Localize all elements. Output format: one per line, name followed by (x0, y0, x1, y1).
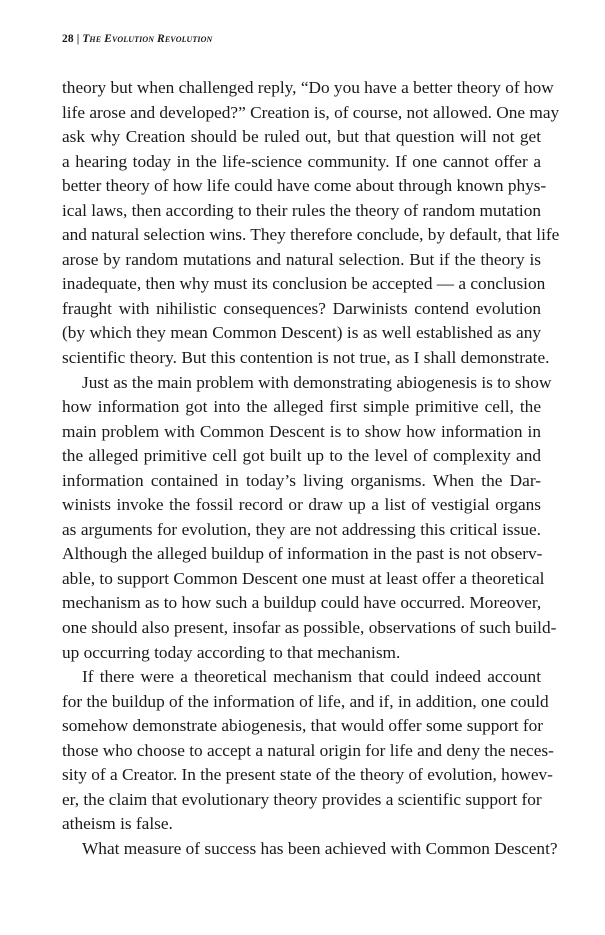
paragraph (62, 837, 558, 862)
text-line: for the buildup of the information of life, and if, in addition, one could (62, 691, 549, 711)
text-line: inadequate, then why must its conclusion be accepted — a conclusion (62, 274, 546, 294)
text-line: the alleged primitive cell got built up to the level of complexity and (62, 446, 541, 466)
text-line: atheism is false. (62, 814, 173, 834)
book-title: The Evolution Revolution (82, 33, 213, 45)
text-line: better theory of how life could have come about through known phys- (62, 176, 547, 196)
text-line: What measure of success has been achieved with Common Descent? (82, 838, 558, 858)
text-line: those who choose to accept a natural origin for life and deny the neces- (62, 740, 554, 760)
paragraph (62, 76, 560, 371)
text-line: If there were a theoretical mechanism that could indeed account (82, 667, 541, 687)
text-line: ical laws, then according to their rules the theory of random mutation (62, 200, 541, 220)
text-line: er, the claim that evolutionary theory provides a scientific support for (62, 789, 542, 809)
text-line: winists invoke the fossil record or draw up a list of vestigial organs (62, 495, 541, 515)
paragraph (62, 665, 554, 837)
text-line: somehow demonstrate abiogenesis, that would offer some support for (62, 716, 544, 736)
text-line: Although the alleged buildup of information in the past is not observ- (62, 544, 543, 564)
text-line: able, to support Common Descent one must at least offer a theoretical (62, 568, 545, 588)
header-separator: | (76, 33, 80, 45)
body-text (62, 76, 560, 862)
text-line: scientific theory. But this contention is not true, as I shall demonstrate. (62, 348, 550, 368)
text-line: as arguments for evolution, they are not addressing this critical issue. (62, 519, 541, 539)
text-line: arose by random mutations and natural selection. But if the theory is (62, 249, 541, 269)
text-line: one should also present, insofar as possible, observations of such build- (62, 618, 557, 638)
text-line: theory but when challenged reply, “Do you have a better theory of how (62, 78, 554, 97)
text-line: information contained in today’s living organisms. When the Dar- (62, 470, 541, 490)
text-line: and natural selection wins. They therefore conclude, by default, that life (62, 225, 560, 245)
text-line: a hearing today in the life-science community. If one cannot offer a (62, 151, 541, 171)
text-line: up occurring today according to that mechanism. (62, 642, 401, 662)
text-line: (by which they mean Common Descent) is as well established as any (62, 323, 541, 343)
text-line: sity of a Creator. In the present state of the theory of evolution, howev- (62, 765, 553, 785)
text-line: main problem with Common Descent is to show how information in (62, 421, 541, 441)
text-line: fraught with nihilistic consequences? Darwinists contend evolution (62, 298, 541, 318)
text-line: how information got into the alleged first simple primitive cell, the (62, 397, 541, 417)
text-line: Just as the main problem with demonstrating abiogenesis is to show (82, 372, 552, 392)
paragraph (62, 371, 557, 666)
text-line: mechanism as to how such a buildup could have occurred. Moreover, (62, 593, 542, 613)
running-head (62, 33, 212, 45)
text-line: life arose and developed?” Creation is, of course, not allowed. One may (62, 102, 560, 122)
page-number: 28 (62, 33, 74, 45)
text-line: ask why Creation should be ruled out, but that question will not get (62, 127, 541, 147)
